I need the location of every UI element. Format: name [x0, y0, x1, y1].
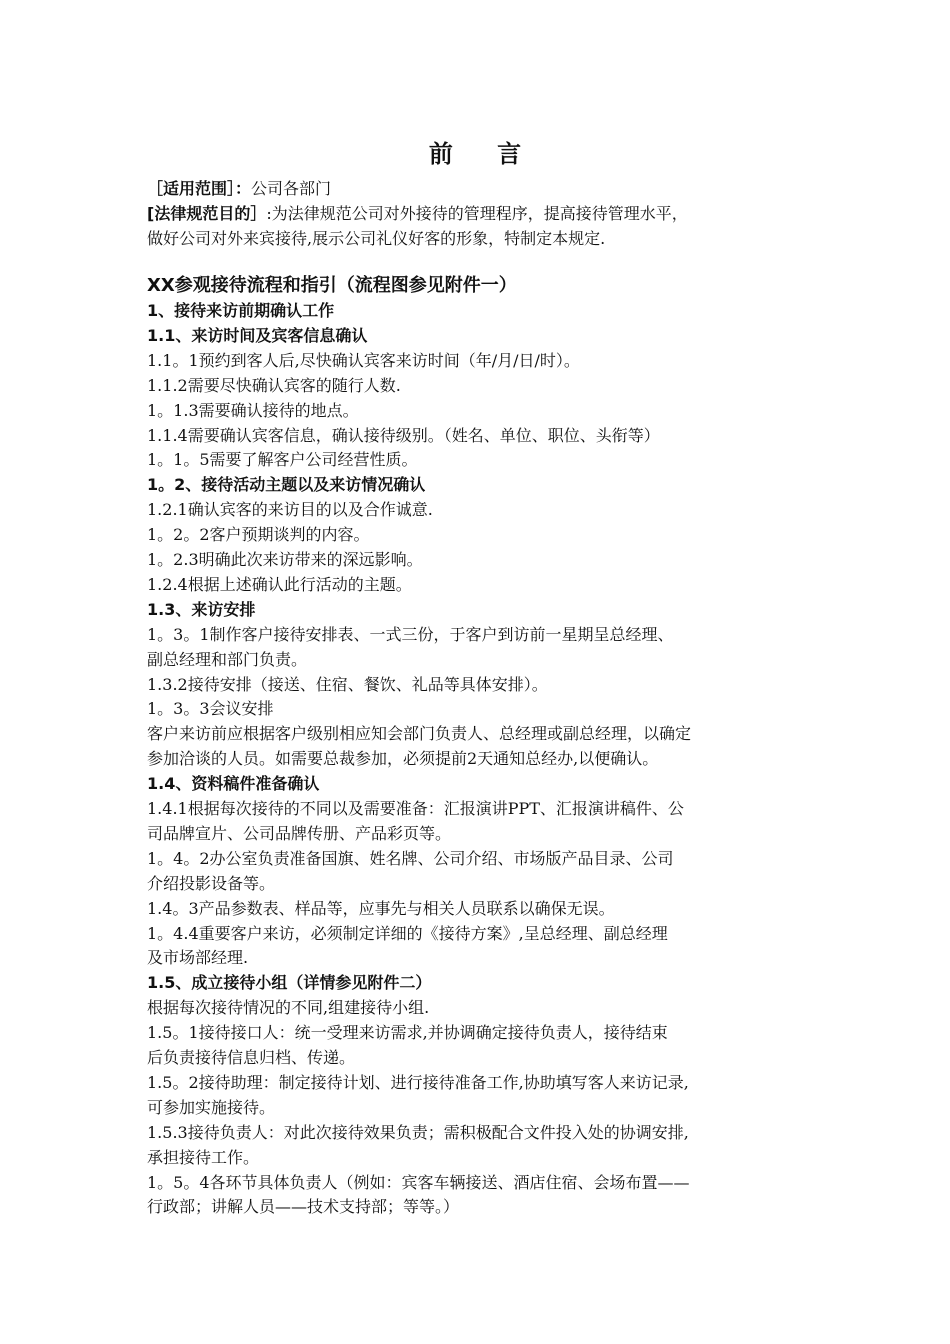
body-text-line: 1。2.3明确此次来访带来的深远影响。	[147, 550, 423, 569]
body-text-line: 1.2.4根据上述确认此行活动的主题。	[147, 574, 412, 594]
body-text-line: 1.1.4需要确认宾客信息，确认接待级别。（姓名、单位、职位、头衔等）	[147, 425, 660, 445]
body-text-line: 及市场部经理.	[147, 948, 249, 968]
purpose-line-1	[147, 202, 688, 226]
body-text-line: 承担接待工作。	[147, 1147, 260, 1167]
section-heading: 1.4、资料稿件准备确认	[147, 774, 320, 794]
body-text-line: 1.1.2需要尽快确认宾客的随行人数.	[147, 375, 401, 395]
body-text-line: 可参加实施接待。	[147, 1097, 276, 1117]
body-text-line: 1.5。2接待助理：制定接待计划、进行接待准备工作,协助填写客人来访记录,	[147, 1072, 689, 1092]
body-text-line: 1。1。5需要了解客户公司经营性质。	[147, 450, 418, 470]
section-heading: 1。2、接待活动主题以及来访情况确认	[147, 475, 426, 495]
body-text-line: 1。4.4重要客户来访，必须制定详细的《接待方案》,呈总经理、副总经理	[147, 923, 668, 943]
scope-label: ［适用范围］：	[147, 179, 252, 198]
body-text-line: 1。1.3需要确认接待的地点。	[147, 400, 359, 420]
body-text-line: 1.2.1确认宾客的来访目的以及合作诚意.	[147, 500, 433, 520]
scope-value: 公司各部门	[251, 179, 332, 198]
body-text-line: 司品牌宣片、公司品牌传册、产品彩页等。	[147, 823, 452, 843]
page-title: 前 言	[428, 140, 540, 168]
body-text-line: 1.5.3接待负责人：对此次接待效果负责；需积极配合文件投入处的协调安排,	[147, 1122, 689, 1142]
body-text-line: 1。5。4各环节具体负责人（例如：宾客车辆接送、酒店住宿、会场布置——	[147, 1172, 690, 1192]
body-text-line: 1.1。1预约到客人后,尽快确认宾客来访时间（年/月/日/时）。	[147, 350, 580, 370]
section-heading: 1.3、来访安排	[147, 599, 256, 619]
section-heading: 1.5、成立接待小组（详情参见附件二）	[147, 973, 432, 993]
section-heading: 1.1、来访时间及宾客信息确认	[147, 325, 368, 345]
body-text-line: 1.5。1接待接口人：统一受理来访需求,并协调确定接待负责人，接待结束	[147, 1023, 668, 1043]
scope-line	[147, 177, 331, 201]
body-text-line: 行政部；讲解人员——技术支持部；等等。）	[147, 1197, 460, 1217]
body-text-line: 客户来访前应根据客户级别相应知会部门负责人、总经理或副总经理，以确定	[147, 724, 692, 744]
body-text-line: 1.3.2接待安排（接送、住宿、餐饮、礼品等具体安排）。	[147, 674, 548, 694]
body-text-line: 1.4。3产品参数表、样品等，应事先与相关人员联系以确保无误。	[147, 898, 615, 918]
body-text-line: 参加洽谈的人员。如需要总裁参加，必须提前2天通知总经办,以便确认。	[147, 749, 659, 769]
body-text-line: 根据每次接待情况的不同,组建接待小组.	[147, 998, 430, 1018]
body-text-line: 介绍投影设备等。	[147, 873, 276, 893]
purpose-label: [法律规范目的］	[147, 204, 267, 223]
body-text-line: 1。4。2办公室负责准备国旗、姓名牌、公司介绍、市场版产品目录、公司	[147, 848, 674, 868]
purpose-line-2: 做好公司对外来宾接待,展示公司礼仪好客的形象，特制定本规定.	[147, 229, 606, 248]
purpose-text-1: :为法律规范公司对外接待的管理程序，提高接待管理水平，	[266, 204, 688, 223]
section-title: XX参观接待流程和指引（流程图参见附件一）	[147, 275, 517, 296]
body-text-line: 副总经理和部门负责。	[147, 649, 308, 669]
section-heading: 1、接待来访前期确认工作	[147, 301, 335, 320]
body-text-line: 后负责接待信息归档、传递。	[147, 1048, 356, 1067]
body-text-line: 1。3。3会议安排	[147, 699, 274, 719]
body-text-line: 1。2。2客户预期谈判的内容。	[147, 525, 370, 545]
body-text-line: 1。3。1制作客户接待安排表、一式三份，于客户到访前一星期呈总经理、	[147, 624, 674, 644]
body-text-line: 1.4.1根据每次接待的不同以及需要准备：汇报演讲PPT、汇报演讲稿件、公	[147, 799, 684, 818]
